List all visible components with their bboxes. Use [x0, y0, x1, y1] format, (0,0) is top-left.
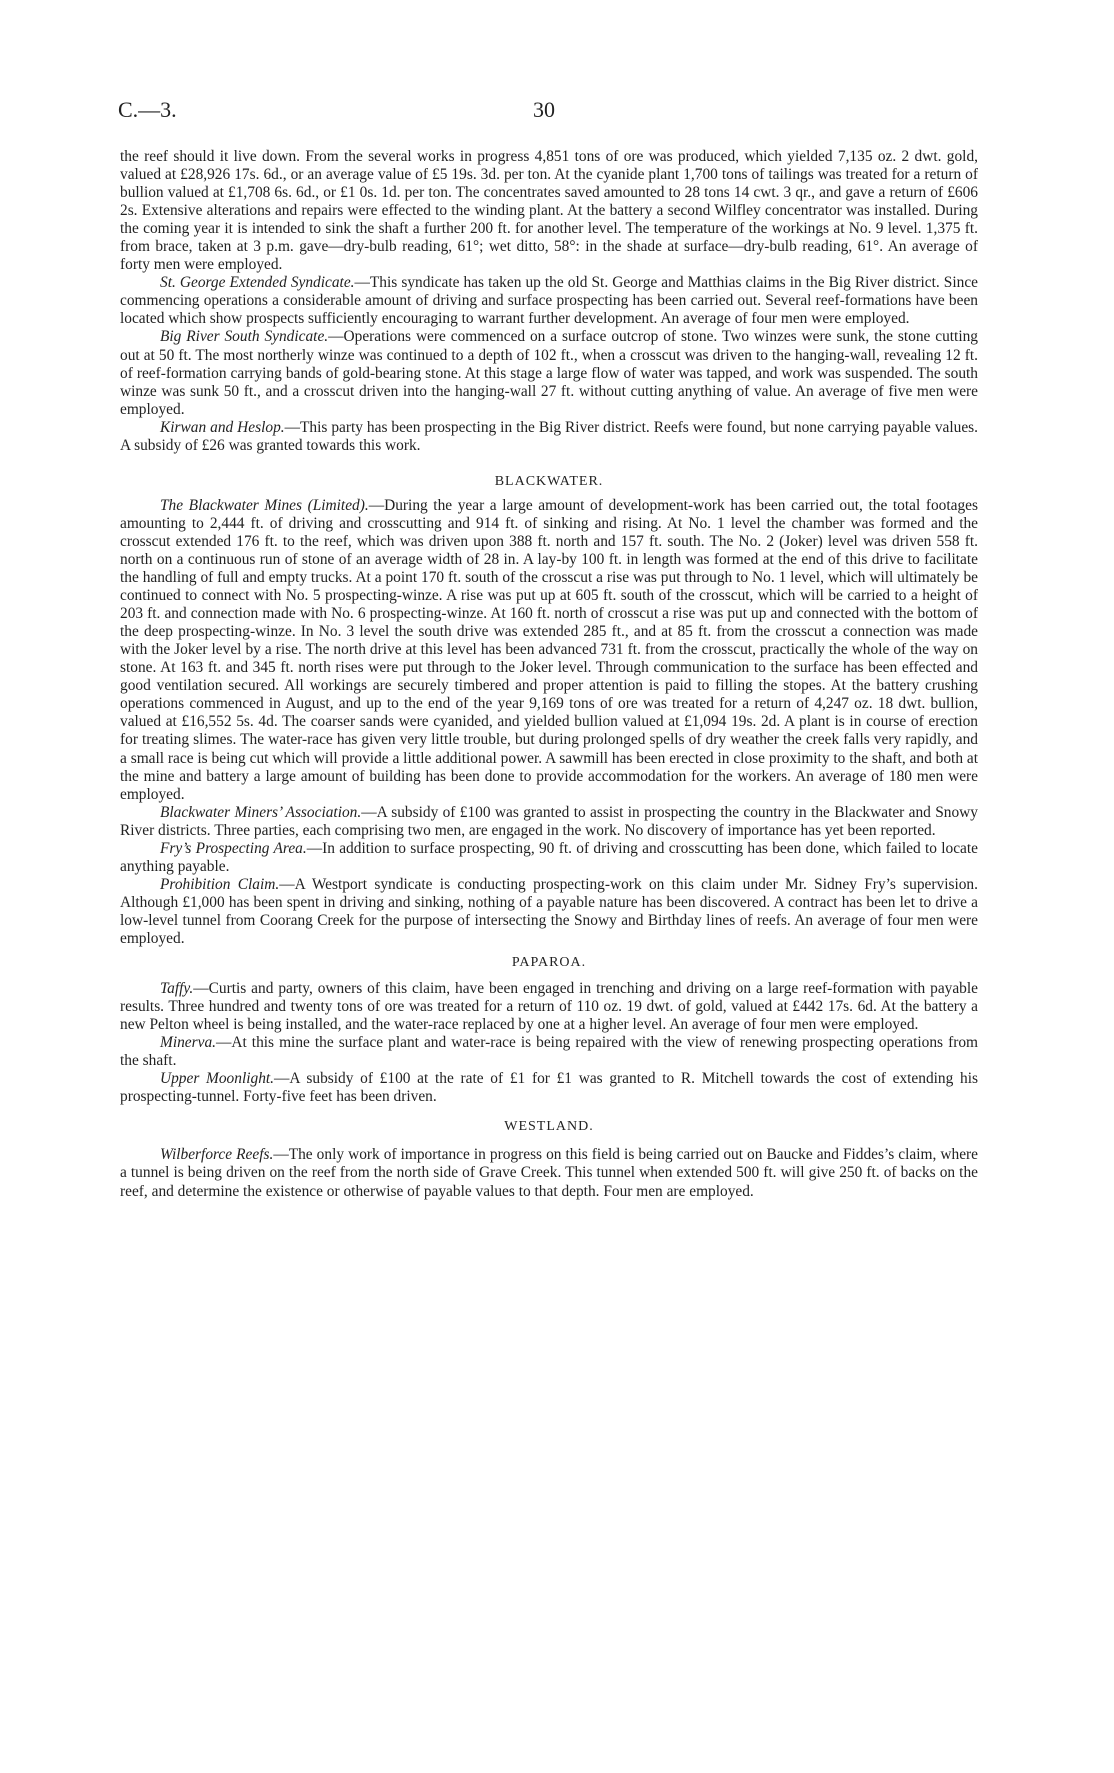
paragraph-title: Prohibition Claim. — [160, 875, 280, 893]
paragraph — [120, 328, 978, 418]
paragraph-title: Fry’s Prospecting Area. — [160, 839, 307, 857]
paragraph — [120, 1070, 978, 1106]
document-reference: C.—3. — [118, 97, 177, 122]
paragraph — [120, 876, 978, 948]
paragraph-title: Blackwater Miners’ Association. — [160, 803, 362, 821]
paragraph-text: —In addition to surface prospecting, 90 ft. of driving and crosscutting has been done, which failed to locate anything payable. — [120, 839, 978, 875]
page-header — [118, 97, 988, 127]
paragraph-title: Minerva. — [160, 1034, 216, 1052]
paragraph — [120, 840, 978, 876]
paragraph: the reef should it live down. From the several works in progress 4,851 tons of ore was produced, which yielded 7,135 oz. 2 dwt. gold, valued at £28,926 17s. 6d., or an average value of £5 19s. 3d. per ton. At the cyanide plant 1,700 tons of tailings was treated for a return of bullion valued at £1,708 6s. 6d., or £1 0s. 1d. per ton. The concentrates saved amounted to 28 tons 14 cwt. 3 qr., and gave a return of £606 2s. Extensive alterations and repairs were effected to the winding plant. At the battery a second Wilfley concentrator was installed. During the coming year it is intended to sink the shaft a further 200 ft. for another level. The temperature of the workings at No. 9 level. 1,375 ft. from brace, taken at 3 p.m. gave—dry-bulb reading, 61°; wet ditto, 58°: in the shade at surface—dry-bulb reading, 61°. An average of forty men were employed. — [120, 148, 978, 274]
page-body — [120, 148, 978, 1201]
paragraph-title: Upper Moonlight. — [160, 1070, 275, 1088]
paragraph-title: Big River South Syndicate. — [160, 328, 329, 346]
paragraph — [120, 497, 978, 804]
paragraph — [120, 1146, 978, 1200]
paragraph-text: —During the year a large amount of development-work has been carried out, the total footages amounting to 2,444 ft. of driving and crosscutting and 914 ft. of sinking and rising. At No. 1 level the chamber was formed and the crosscut extended 176 ft. to the reef, which was driven upon 388 ft. north and 157 ft. south. The No. 2 (Joker) level was driven 558 ft. north on a continuous run of stone of an average width of 28 in. A lay-by 100 ft. in length was formed at the end of this drive to facilitate the handling of full and empty trucks. At a point 170 ft. south of the crosscut a rise was put through to No. 1 level, which will ultimately be continued to connect with No. 5 prospecting-winze. A rise was put up at 605 ft. south of the crosscut, which will be carried to a height of 203 ft. and connection made with No. 6 prospecting-winze. At 160 ft. north of crosscut a rise was put up and connected with the bottom of the deep prospecting-winze. In No. 3 level the south drive was extended 285 ft., and at 85 ft. from the crosscut a connection was made with the Joker level by a rise. The north drive at this level has been advanced 731 ft. from the crosscut, practically the whole of the way on stone. At 163 ft. and 345 ft. north rises were put through to the Joker level. Through communication to the surface has been effected and good ventilation secured. All workings are securely timbered and proper attention is paid to filling the stopes. At the battery crushing operations commenced in August, and up to the end of the year 9,169 tons of ore was treated for a return of 4,247 oz. 18 dwt. bullion, valued at £16,552 5s. 4d. The coarser sands were cyanided, and yielded bullion valued at £1,094 19s. 2d. A plant is in course of erection for treating slimes. The water-race has given very little trouble, but during prolonged spells of dry weather the creek falls very rapidly, and a small race is being cut which will provide a little additional power. A sawmill has been erected in close proximity to the shaft, and both at the mine and battery a large amount of building has been done to provide accommodation for the workers. An average of 180 men were employed. — [120, 496, 978, 803]
paragraph-text: —This party has been prospecting in the Big River district. Reefs were found, but none carrying payable values. A subsidy of £26 was granted towards this work. — [120, 418, 978, 454]
section-heading: WESTLAND. — [504, 1119, 594, 1135]
paragraph-title: Taffy. — [160, 980, 194, 998]
page-number: 30 — [533, 97, 555, 122]
section-heading: PAPAROA. — [511, 955, 587, 971]
paragraph — [120, 419, 978, 455]
paragraph — [120, 274, 978, 328]
paragraph — [120, 1034, 978, 1070]
paragraph-text: —Curtis and party, owners of this claim, have been engaged in trenching and driving on a large reef-formation with payable results. Three hundred and twenty tons of ore was treated for a return of 110 oz. 19 dwt. of gold, valued at £442 17s. 6d. At the battery a new Pelton wheel is being installed, and the water-race replaced by one at a higher level. An average of four men were employed. — [120, 980, 978, 1034]
paragraph-text: —A Westport syndicate is conducting prospecting-work on this claim under Mr. Sidney Fry’s supervision. Although £1,000 has been spent in driving and sinking, nothing of a payable nature has been discovered. A contract has been let to drive a low-level tunnel from Coorang Creek for the purpose of intersecting the Snowy and Birthday lines of reefs. An average of four men were employed. — [120, 875, 978, 947]
paragraph-title: Wilberforce Reefs. — [160, 1146, 274, 1164]
paragraph-text: —At this mine the surface plant and water-race is being repaired with the view of renewing prospecting operations from the shaft. — [120, 1034, 978, 1070]
paragraph-text: —This syndicate has taken up the old St. George and Matthias claims in the Big River district. Since commencing operations a considerable amount of driving and surface prospecting has been carried out. Several reef-formations have been located which show prospects sufficiently encouraging to warrant further development. An average of four men were employed. — [120, 274, 978, 328]
paragraph-title: The Blackwater Mines (Limited). — [160, 496, 369, 514]
paragraph-text: —A subsidy of £100 was granted to assist in prospecting the country in the Blackwater and Snowy River districts. Three parties, each comprising two men, are engaged in the work. No discovery of importance has yet been reported. — [120, 803, 978, 839]
section-heading: BLACKWATER. — [494, 473, 604, 489]
paragraph-title: St. George Extended Syndicate. — [160, 274, 355, 292]
paragraph — [120, 804, 978, 840]
paragraph-text: —A subsidy of £100 at the rate of £1 for £1 was granted to R. Mitchell towards the cost of extending his prospecting-tunnel. Forty-five feet has been driven. — [120, 1070, 978, 1106]
paragraph-title: Kirwan and Heslop. — [160, 418, 285, 436]
paragraph — [120, 980, 978, 1034]
paragraph-text: —The only work of importance in progress on this field is being carried out on Baucke and Fiddes’s claim, where a tunnel is being driven on the reef from the north side of Grave Creek. This tunnel when extended 500 ft. will give 250 ft. of backs on the reef, and determine the existence or otherwise of payable values to that depth. Four men are employed. — [120, 1146, 978, 1200]
paragraph-text: —Operations were commenced on a surface outcrop of stone. Two winzes were sunk, the stone cutting out at 50 ft. The most northerly winze was continued to a depth of 102 ft., when a crosscut was driven to the hanging-wall, revealing 12 ft. of reef-formation carrying bands of gold-bearing stone. At this stage a large flow of water was tapped, and work was suspended. The south winze was sunk 50 ft., and a crosscut driven into the hanging-wall 27 ft. without cutting anything of value. An average of five men were employed. — [120, 328, 978, 418]
